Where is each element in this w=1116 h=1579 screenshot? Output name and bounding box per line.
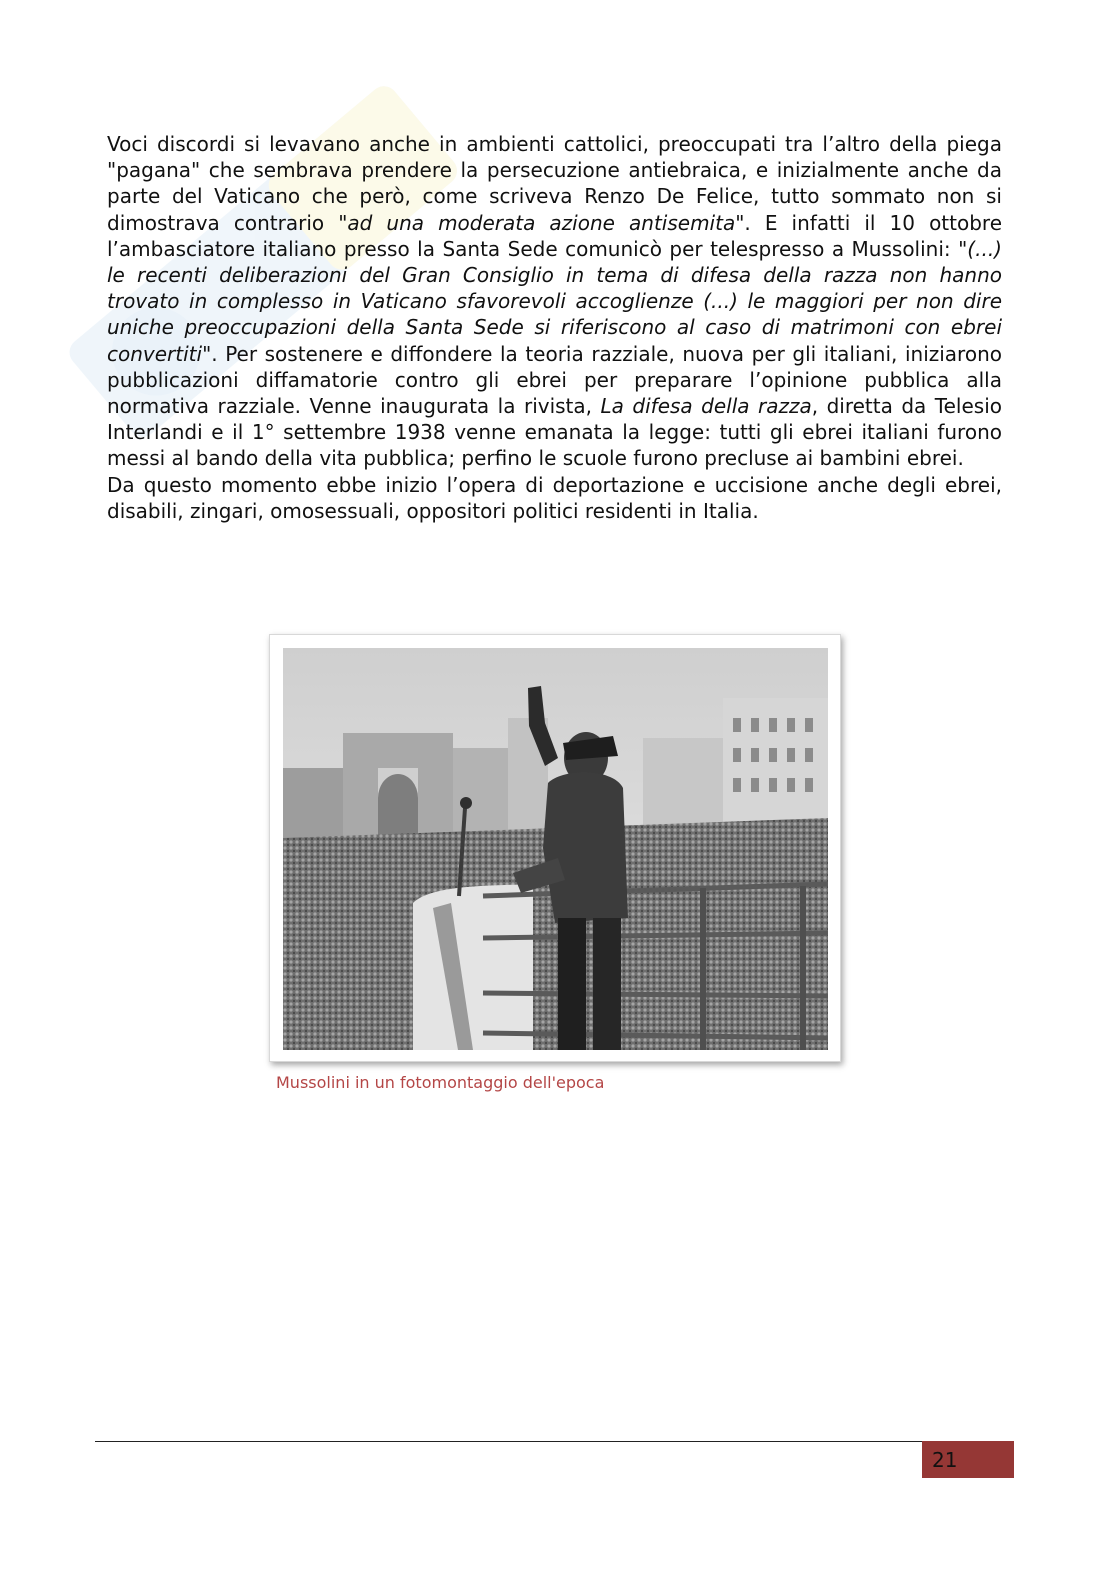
text-segment-italic: "(...) le recenti deliberazioni del Gran Consiglio in tema di difesa della razza non hanno trovato in complesso in Vaticano sfavorevoli accoglienze (...) le maggiori per non dire uniche preoccupazioni della Santa Sede si riferiscono al caso di matrimoni con ebrei convertiti"	[107, 236, 1002, 366]
text-segment: Da questo momento ebbe inizio l’opera di deportazione e uccisione anche degli ebrei, disabili, zingari, omosessuali, oppositori politici residenti in Italia.	[107, 472, 1002, 523]
figure-caption: Mussolini in un fotomontaggio dell'epoca	[276, 1073, 605, 1092]
text-segment-italic: "ad una moderata azione antisemita"	[338, 210, 745, 235]
page-number: 21	[932, 1448, 958, 1472]
text-segment: , diretta da Telesio Interlandi e il 1° settembre 1938 venne emanata la legge: tutti gli ebrei italiani furono messi al bando della vita pubblica; perfino le scuole furono precluse ai bambini ebrei.	[107, 394, 1002, 471]
historical-photo-frame	[269, 634, 841, 1062]
footer-divider	[95, 1441, 922, 1442]
mussolini-rally-photo	[283, 648, 828, 1050]
text-segment: . Per sostenere e diffondere la teoria razziale, nuova per gli italiani, iniziarono pubblicazioni diffamatorie contro gli ebrei per preparare l’opinione pubblica alla normativa razziale. Venne inaugurata la rivista,	[107, 341, 1002, 419]
paragraph-2	[107, 472, 1002, 524]
body-text	[107, 131, 1002, 524]
text-segment: . E infatti il 10 ottobre l’ambasciatore italiano presso la Santa Sede comunicò per telespresso a Mussolini:	[107, 210, 1003, 261]
text-segment-italic: La difesa della razza	[600, 394, 812, 419]
paragraph-1	[107, 131, 1002, 472]
page-number-badge	[922, 1441, 1014, 1478]
text-segment: Voci discordi si levavano anche in ambienti cattolici, preoccupati tra l’altro della piega "pagana" che sembrava prendere la persecuzione antiebraica, e inizialmente anche da parte del Vaticano che però, come scriveva Renzo De Felice, tutto sommato non si dimostrava contrario	[107, 132, 1002, 235]
